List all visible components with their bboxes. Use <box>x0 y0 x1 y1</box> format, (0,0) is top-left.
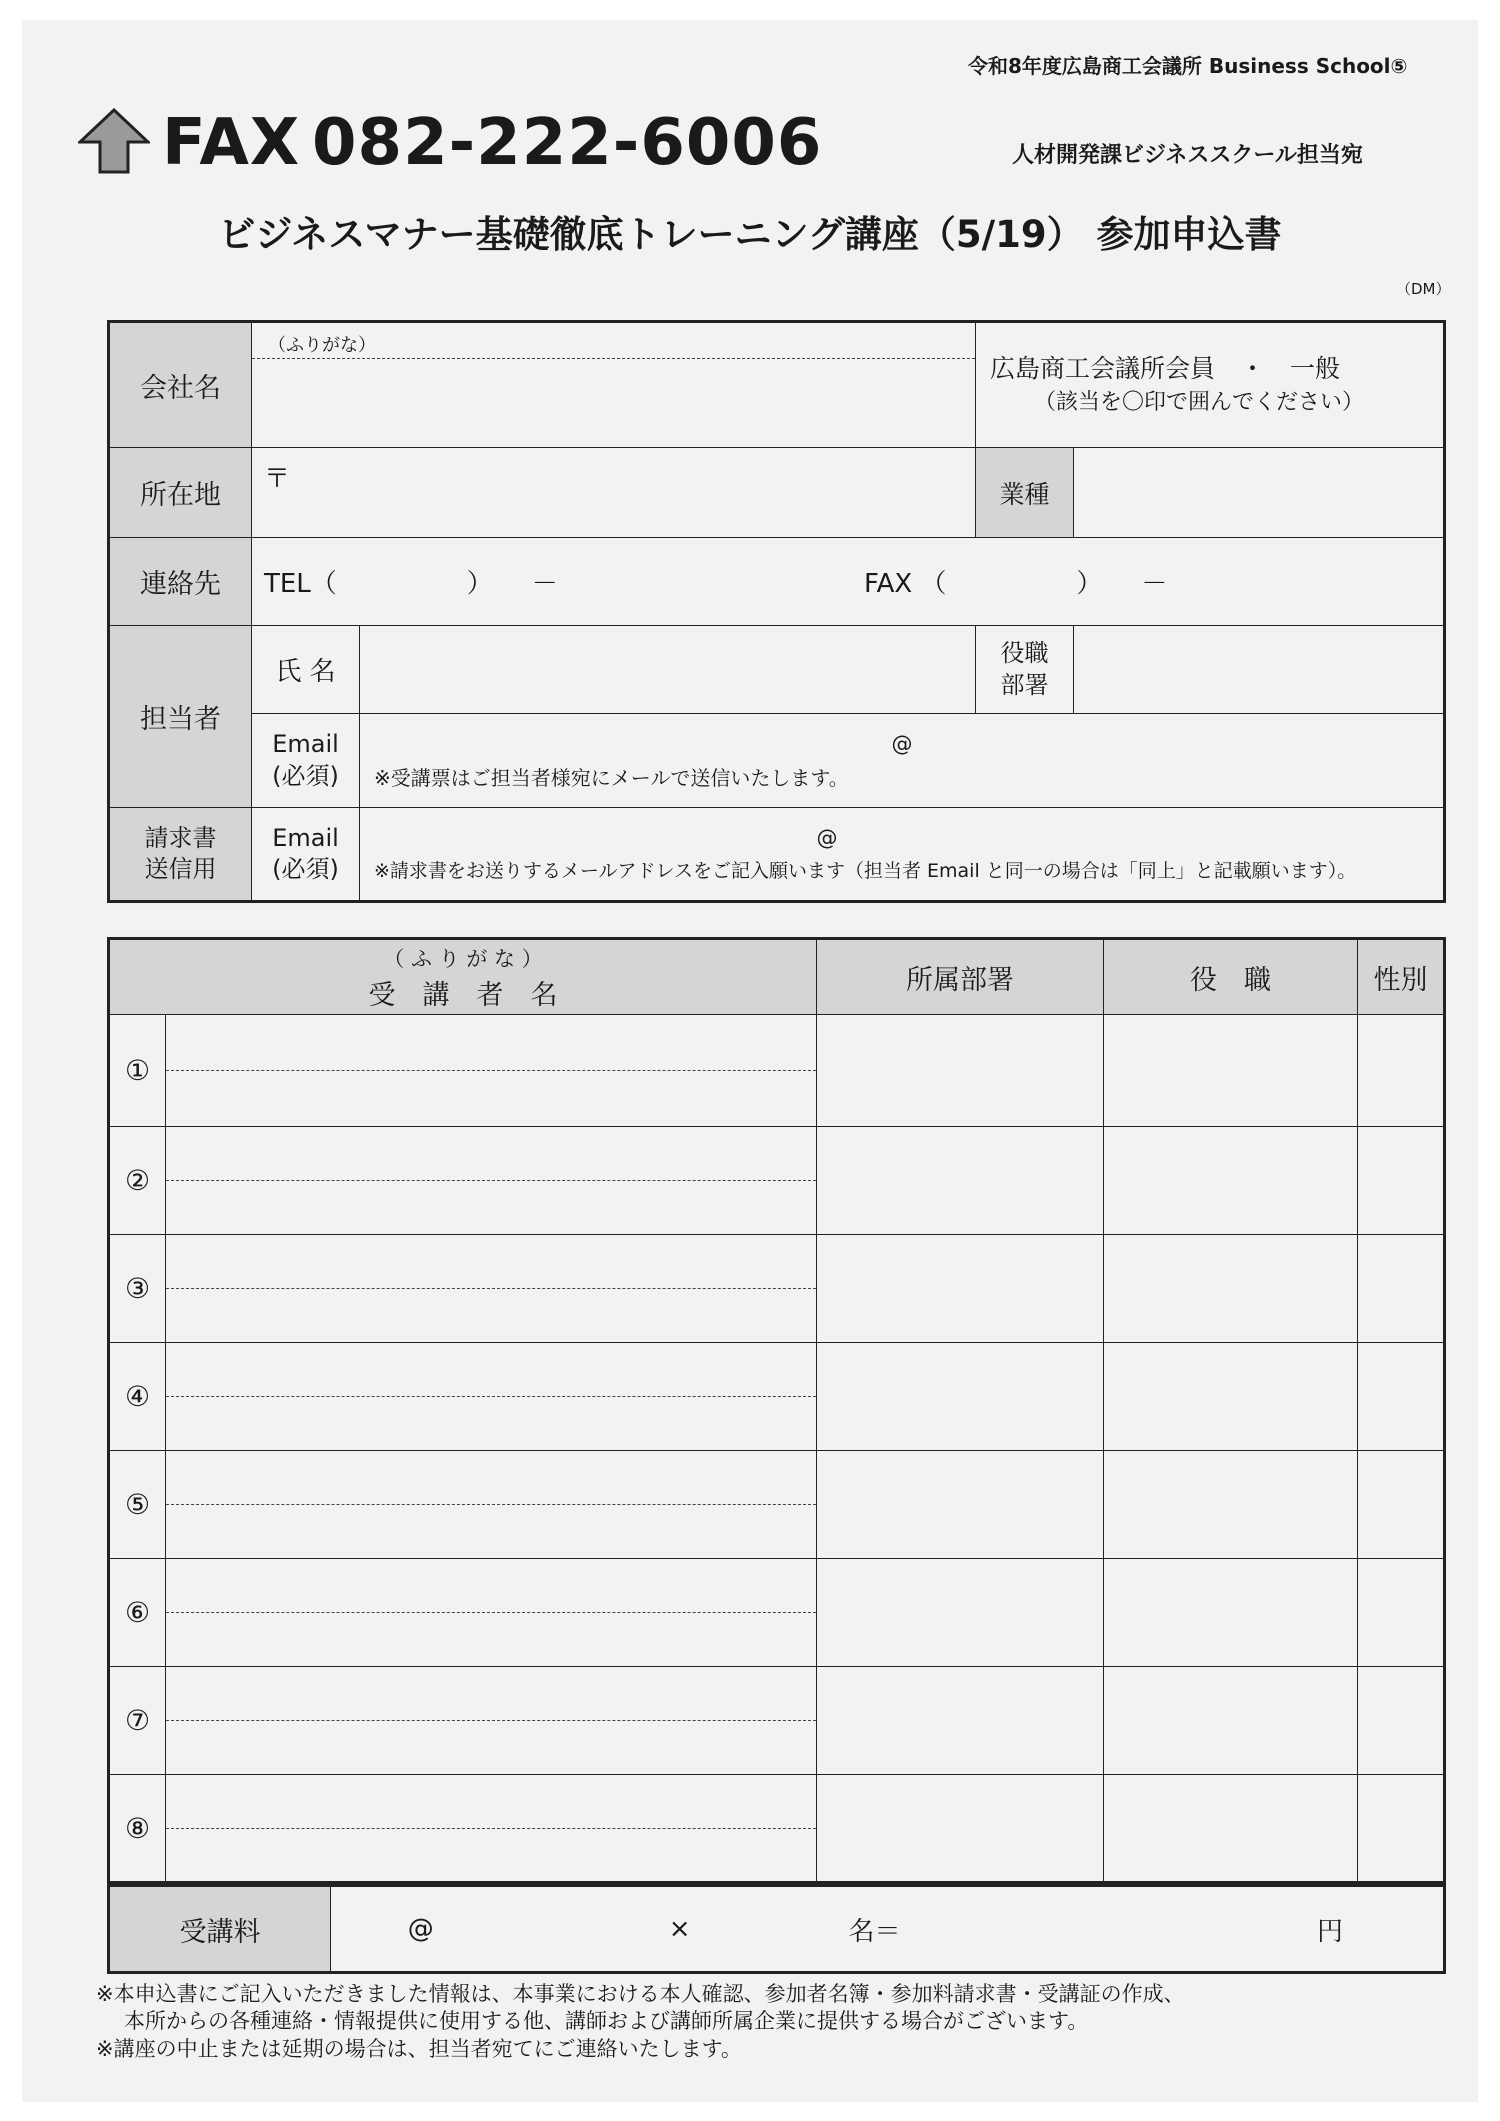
email-label: Email <box>272 730 339 759</box>
fax-label: FAX <box>162 106 301 180</box>
invoice-email-text: Email <box>272 823 339 852</box>
contact-label: 連絡先 <box>109 538 252 626</box>
company-name-label: 会社名 <box>109 322 252 448</box>
attendee-number: ⑥ <box>109 1559 166 1667</box>
position-header: 役 職 <box>1104 939 1358 1015</box>
invoice-label-line2: 送信用 <box>144 855 217 883</box>
attendee-name-header <box>109 939 817 1015</box>
membership-options: 広島商工会議所会員 ・ 一般 <box>990 353 1341 383</box>
series-line: 令和8年度広島商工会議所 Business School⑤ <box>968 54 1408 78</box>
fee-label: 受講料 <box>109 1886 331 1973</box>
attendee-position-cell[interactable] <box>1104 1451 1358 1559</box>
fee-total[interactable] <box>911 1886 1445 1973</box>
attendee-position-cell[interactable] <box>1104 1559 1358 1667</box>
address-label: 所在地 <box>109 448 252 538</box>
attendee-dept-cell[interactable] <box>817 1015 1104 1127</box>
attendee-gender-cell[interactable] <box>1358 1235 1445 1343</box>
attendee-number: ④ <box>109 1343 166 1451</box>
fee-at-mark: @ <box>407 1914 434 1944</box>
attendee-gender-cell[interactable] <box>1358 1451 1445 1559</box>
attendee-position-cell[interactable] <box>1104 1343 1358 1451</box>
fax-number: 082-222-6006 <box>312 106 823 180</box>
invoice-at-mark: @ <box>816 826 838 850</box>
invoice-label <box>109 808 252 902</box>
postal-mark: 〒 <box>264 464 291 494</box>
attendee-gender-cell[interactable] <box>1358 1775 1445 1883</box>
email-required: (必須) <box>272 761 339 790</box>
attendee-position-cell[interactable] <box>1104 1775 1358 1883</box>
position-label: 役職 <box>1000 639 1049 668</box>
attendee-name-cell[interactable] <box>166 1559 817 1667</box>
company-name-field[interactable] <box>252 322 976 448</box>
applicant-info-table <box>107 320 1446 903</box>
membership-hint: （該当を〇印で囲んでください） <box>1034 390 1365 416</box>
footnote-privacy: ※本申込書にご記入いただきました情報は、本事業における本人確認、参加者名簿・参加料請求書・受講証の作成、 <box>96 1982 1185 2006</box>
invoice-email-required: (必須) <box>272 855 339 883</box>
attendee-name-cell[interactable] <box>166 1451 817 1559</box>
attendee-dept-cell[interactable] <box>817 1343 1104 1451</box>
attendee-name-cell[interactable] <box>166 1015 817 1127</box>
document-code: （DM） <box>1396 280 1451 298</box>
attendee-dept-cell[interactable] <box>817 1775 1104 1883</box>
attendee-dept-cell[interactable] <box>817 1559 1104 1667</box>
dept-header: 所属部署 <box>817 939 1104 1015</box>
person-name-label: 氏 名 <box>252 626 360 714</box>
attendee-dept-cell[interactable] <box>817 1451 1104 1559</box>
attendee-position-cell[interactable] <box>1104 1235 1358 1343</box>
industry-field[interactable] <box>1074 448 1445 538</box>
contact-field[interactable] <box>252 538 1445 626</box>
attendee-gender-cell[interactable] <box>1358 1127 1445 1235</box>
attention-line: 人材開発課ビジネススクール担当宛 <box>1012 143 1363 168</box>
attendee-position-cell[interactable] <box>1104 1015 1358 1127</box>
invoice-note: ※請求書をお送りするメールアドレスをご記入願います（担当者 Email と同一の場合は「同上」と記載願います）。 <box>374 860 1357 882</box>
tel-field[interactable]: TEL（ ） － <box>264 569 558 599</box>
attendee-name-cell[interactable] <box>166 1667 817 1775</box>
attendee-number: ② <box>109 1127 166 1235</box>
fee-persons-label: 名＝ <box>848 1916 901 1947</box>
membership-cell[interactable] <box>976 322 1445 448</box>
position-dept-field[interactable] <box>1074 626 1445 714</box>
fee-times <box>511 1886 751 1973</box>
attendee-name-cell[interactable] <box>166 1343 817 1451</box>
person-email-field[interactable] <box>360 714 1445 808</box>
fee-table <box>107 1884 1446 1974</box>
attendee-number: ⑤ <box>109 1451 166 1559</box>
fee-unit-price[interactable] <box>331 1886 511 1973</box>
attendee-number: ⑧ <box>109 1775 166 1883</box>
attendee-name-header-text: 受 講 者 名 <box>368 979 558 1011</box>
person-in-charge-label: 担当者 <box>109 626 252 808</box>
fee-persons[interactable] <box>751 1886 911 1973</box>
fee-yen-label: 円 <box>1316 1916 1343 1947</box>
footnote-privacy-cont: 本所からの各種連絡・情報提供に使用する他、講師および講師所属企業に提供する場合がございます。 <box>124 2009 1089 2033</box>
attendee-position-cell[interactable] <box>1104 1667 1358 1775</box>
attendee-dept-cell[interactable] <box>817 1667 1104 1775</box>
person-name-field[interactable] <box>360 626 976 714</box>
attendee-gender-cell[interactable] <box>1358 1559 1445 1667</box>
gender-header: 性別 <box>1358 939 1445 1015</box>
attendees-table <box>107 937 1446 1884</box>
attendee-number: ③ <box>109 1235 166 1343</box>
attendee-furigana-header: （ ふ り が な ） <box>383 946 543 971</box>
attendee-name-cell[interactable] <box>166 1775 817 1883</box>
position-dept-label <box>976 626 1074 714</box>
invoice-email-field[interactable] <box>360 808 1445 902</box>
attendee-gender-cell[interactable] <box>1358 1667 1445 1775</box>
attendee-gender-cell[interactable] <box>1358 1015 1445 1127</box>
up-arrow-icon <box>78 108 150 174</box>
attendee-dept-cell[interactable] <box>817 1127 1104 1235</box>
department-label: 部署 <box>1000 670 1049 699</box>
email-note: ※受講票はご担当者様宛にメールで送信いたします。 <box>374 766 849 790</box>
company-furigana-label: （ふりがな） <box>252 323 975 359</box>
attendee-number: ⑦ <box>109 1667 166 1775</box>
invoice-label-line1: 請求書 <box>144 823 217 852</box>
attendee-position-cell[interactable] <box>1104 1127 1358 1235</box>
attendee-dept-cell[interactable] <box>817 1235 1104 1343</box>
attendee-gender-cell[interactable] <box>1358 1343 1445 1451</box>
fee-times-mark: × <box>668 1914 691 1944</box>
attendee-name-cell[interactable] <box>166 1127 817 1235</box>
address-field[interactable] <box>252 448 976 538</box>
person-email-label <box>252 714 360 808</box>
invoice-email-label <box>252 808 360 902</box>
attendee-name-cell[interactable] <box>166 1235 817 1343</box>
page-title: ビジネスマナー基礎徹底トレーニング講座（5/19） 参加申込書 <box>218 213 1282 256</box>
fax-field[interactable]: FAX （ ） － <box>864 569 1168 599</box>
at-mark: @ <box>891 732 913 756</box>
footnote-cancellation: ※講座の中止または延期の場合は、担当者宛てにご連絡いたします。 <box>96 2037 742 2061</box>
attendee-number: ① <box>109 1015 166 1127</box>
industry-label: 業種 <box>976 448 1074 538</box>
fax-heading <box>162 106 822 180</box>
